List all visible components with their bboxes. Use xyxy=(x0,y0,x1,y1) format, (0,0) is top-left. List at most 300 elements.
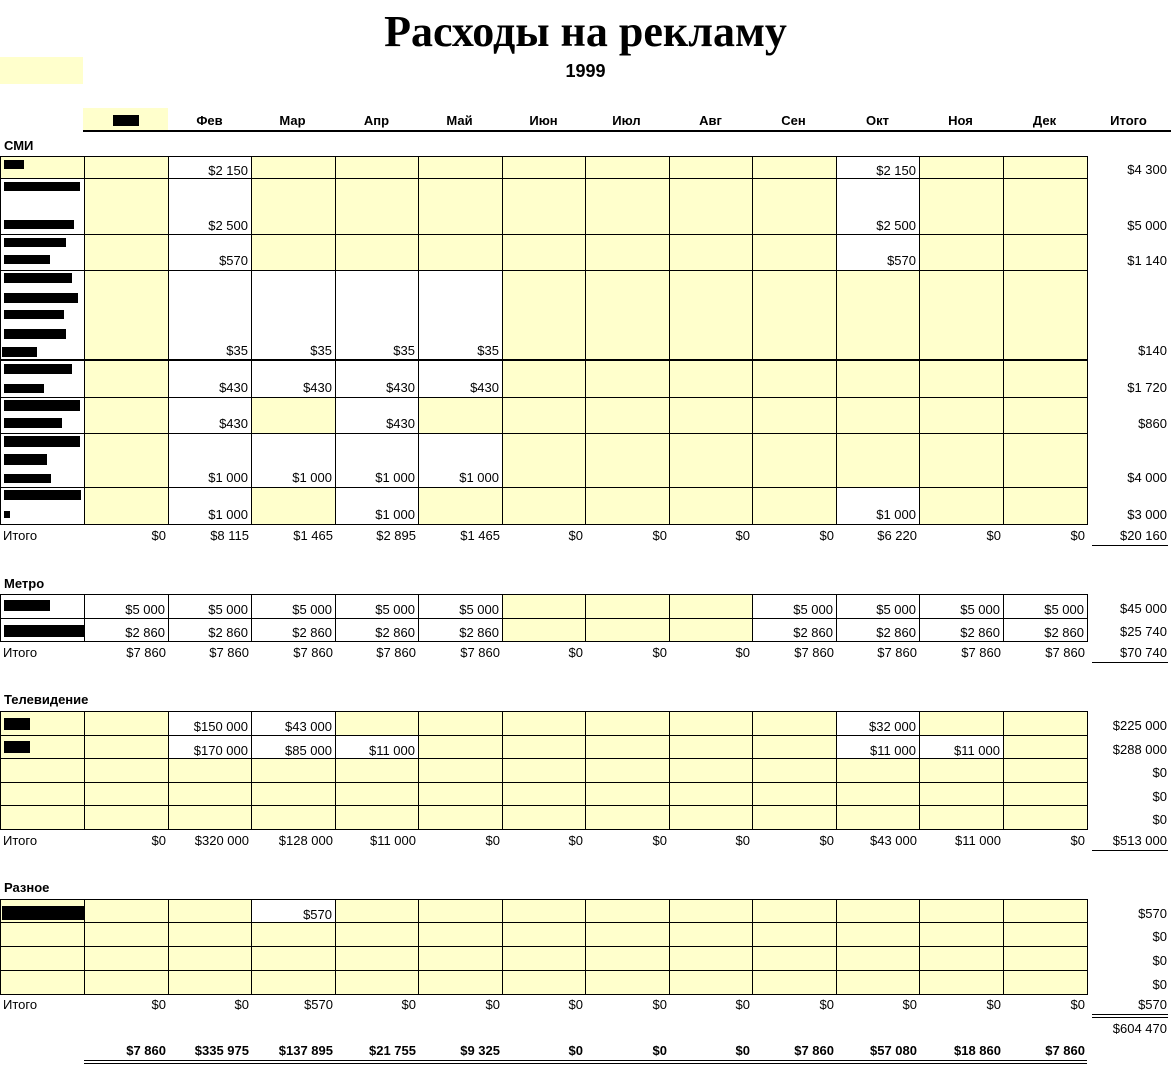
section-total-rule xyxy=(1092,850,1168,851)
redacted-label-mask xyxy=(4,741,30,753)
data-cell[interactable]: $5 000 xyxy=(919,594,1004,619)
data-cell[interactable] xyxy=(1003,735,1088,760)
data-cell[interactable] xyxy=(251,234,336,271)
data-cell[interactable] xyxy=(418,711,503,736)
data-cell[interactable] xyxy=(669,487,753,525)
data-cell[interactable]: $35 xyxy=(335,270,419,361)
data-cell[interactable] xyxy=(84,156,169,180)
data-cell[interactable]: $5 000 xyxy=(335,594,419,619)
data-cell[interactable] xyxy=(502,735,586,760)
data-cell[interactable] xyxy=(919,711,1004,736)
data-cell[interactable] xyxy=(669,711,753,736)
data-cell[interactable] xyxy=(335,711,419,736)
data-cell[interactable] xyxy=(502,397,586,434)
data-cell[interactable] xyxy=(585,805,670,830)
overall-total: $604 470 xyxy=(1112,1021,1167,1036)
data-cell[interactable] xyxy=(919,360,1004,398)
data-cell[interactable] xyxy=(418,735,503,760)
data-cell[interactable] xyxy=(418,946,503,971)
data-cell[interactable] xyxy=(251,970,336,995)
data-cell[interactable] xyxy=(1003,805,1088,830)
data-cell[interactable] xyxy=(418,234,503,271)
section-total-value: $0 xyxy=(652,645,667,660)
data-cell[interactable] xyxy=(669,270,753,361)
data-cell[interactable] xyxy=(335,946,419,971)
data-cell[interactable]: $35 xyxy=(251,270,336,361)
data-cell[interactable]: $2 860 xyxy=(418,618,503,642)
data-cell[interactable]: $2 500 xyxy=(168,178,252,236)
data-cell[interactable] xyxy=(84,433,169,488)
data-cell[interactable] xyxy=(502,805,586,830)
data-cell[interactable]: $5 000 xyxy=(84,594,169,619)
data-cell[interactable] xyxy=(84,970,169,995)
section-total-label: Итого xyxy=(3,645,38,660)
data-cell[interactable]: $5 000 xyxy=(168,594,252,619)
total-header: Итого xyxy=(1110,113,1147,128)
data-cell[interactable]: $5 000 xyxy=(418,594,503,619)
section-total-value: $0 xyxy=(819,528,834,543)
data-cell[interactable] xyxy=(335,178,419,236)
data-cell[interactable] xyxy=(669,360,753,398)
data-cell[interactable] xyxy=(418,758,503,783)
data-cell[interactable] xyxy=(919,156,1004,180)
data-cell[interactable] xyxy=(168,970,252,995)
data-cell[interactable] xyxy=(1003,711,1088,736)
data-cell[interactable] xyxy=(752,970,837,995)
data-cell[interactable] xyxy=(919,487,1004,525)
data-cell[interactable]: $430 xyxy=(335,397,419,434)
data-cell[interactable] xyxy=(251,156,336,180)
data-cell[interactable]: $2 860 xyxy=(752,618,837,642)
data-cell[interactable] xyxy=(168,922,252,947)
data-cell[interactable] xyxy=(251,487,336,525)
data-cell[interactable]: $2 860 xyxy=(335,618,419,642)
section-total-value: $6 220 xyxy=(877,528,917,543)
data-cell[interactable] xyxy=(669,899,753,924)
data-cell[interactable] xyxy=(585,711,670,736)
redacted-label-mask xyxy=(4,625,84,637)
data-cell[interactable] xyxy=(1003,178,1088,236)
data-cell[interactable] xyxy=(919,234,1004,271)
data-cell[interactable] xyxy=(669,397,753,434)
month-header-5[interactable]: Июн xyxy=(529,113,558,128)
section-total-value: $7 860 xyxy=(1045,645,1085,660)
data-cell[interactable] xyxy=(168,946,252,971)
data-cell[interactable] xyxy=(251,397,336,434)
data-cell[interactable] xyxy=(669,805,753,830)
data-cell[interactable] xyxy=(585,922,670,947)
data-cell[interactable] xyxy=(1003,782,1088,807)
data-cell[interactable] xyxy=(335,805,419,830)
data-cell[interactable]: $2 860 xyxy=(84,618,169,642)
redacted-header-mask xyxy=(113,115,139,126)
data-cell[interactable] xyxy=(585,360,670,398)
data-cell[interactable] xyxy=(752,946,837,971)
data-cell[interactable] xyxy=(84,234,169,271)
data-cell[interactable] xyxy=(84,270,169,361)
data-cell[interactable] xyxy=(502,594,586,619)
data-cell[interactable] xyxy=(84,360,169,398)
month-header-10[interactable]: Ноя xyxy=(948,113,973,128)
data-cell[interactable] xyxy=(752,397,837,434)
redacted-label-mask xyxy=(4,718,30,730)
row-label-cell[interactable] xyxy=(0,946,85,971)
section-total-value: $43 000 xyxy=(870,833,917,848)
data-cell[interactable] xyxy=(919,758,1004,783)
data-cell[interactable] xyxy=(836,970,920,995)
data-cell[interactable] xyxy=(752,735,837,760)
data-cell[interactable] xyxy=(752,758,837,783)
row-separator xyxy=(0,359,1087,361)
data-cell[interactable] xyxy=(752,156,837,180)
data-cell[interactable]: $35 xyxy=(168,270,252,361)
row-total: $25 740 xyxy=(1120,624,1167,639)
data-cell[interactable] xyxy=(418,970,503,995)
data-cell[interactable] xyxy=(251,805,336,830)
data-cell[interactable] xyxy=(418,805,503,830)
data-cell[interactable] xyxy=(168,899,252,924)
data-cell[interactable] xyxy=(251,946,336,971)
data-cell[interactable]: $5 000 xyxy=(1003,594,1088,619)
data-cell[interactable] xyxy=(752,234,837,271)
data-cell[interactable] xyxy=(752,711,837,736)
section-total-value: $11 000 xyxy=(954,833,1001,848)
data-cell[interactable] xyxy=(669,758,753,783)
section-total-value: $0 xyxy=(819,833,834,848)
data-cell[interactable] xyxy=(1003,899,1088,924)
data-cell[interactable] xyxy=(84,899,169,924)
data-cell[interactable]: $430 xyxy=(168,360,252,398)
data-cell[interactable] xyxy=(669,970,753,995)
data-cell[interactable] xyxy=(502,360,586,398)
month-header-2[interactable]: Мар xyxy=(279,113,306,128)
data-cell[interactable] xyxy=(669,433,753,488)
data-cell[interactable] xyxy=(335,234,419,271)
section-total-value: $7 860 xyxy=(877,645,917,660)
section-total-value: $0 xyxy=(735,997,750,1012)
data-cell[interactable] xyxy=(1003,487,1088,525)
data-cell[interactable]: $5 000 xyxy=(752,594,837,619)
data-cell[interactable] xyxy=(669,594,753,619)
data-cell[interactable] xyxy=(502,156,586,180)
data-cell[interactable] xyxy=(502,758,586,783)
data-cell[interactable] xyxy=(502,618,586,642)
section-total-rule xyxy=(1092,662,1168,663)
redacted-label-mask xyxy=(2,906,84,920)
month-header-4[interactable]: Май xyxy=(446,113,473,128)
data-cell[interactable] xyxy=(919,970,1004,995)
section-total-value: $2 895 xyxy=(376,528,416,543)
data-cell[interactable] xyxy=(752,922,837,947)
data-cell[interactable] xyxy=(919,433,1004,488)
data-cell[interactable] xyxy=(585,970,670,995)
row-label-cell[interactable] xyxy=(0,805,85,830)
data-cell[interactable]: $1 000 xyxy=(836,487,920,525)
data-cell[interactable]: $1 000 xyxy=(335,487,419,525)
month-header-6[interactable]: Июл xyxy=(612,113,641,128)
data-cell[interactable] xyxy=(919,270,1004,361)
redacted-label-mask xyxy=(4,600,50,611)
data-cell[interactable] xyxy=(919,922,1004,947)
data-cell[interactable] xyxy=(585,899,670,924)
redacted-label-mask xyxy=(4,400,80,411)
data-cell[interactable] xyxy=(919,946,1004,971)
data-cell[interactable]: $43 000 xyxy=(251,711,336,736)
data-cell[interactable] xyxy=(919,805,1004,830)
data-cell[interactable] xyxy=(418,397,503,434)
data-cell[interactable] xyxy=(919,782,1004,807)
data-cell[interactable]: $11 000 xyxy=(919,735,1004,760)
data-cell[interactable] xyxy=(836,433,920,488)
data-cell[interactable] xyxy=(502,782,586,807)
data-cell[interactable]: $1 000 xyxy=(335,433,419,488)
month-header-1[interactable]: Фев xyxy=(196,113,223,128)
data-cell[interactable] xyxy=(502,899,586,924)
data-cell[interactable]: $11 000 xyxy=(335,735,419,760)
data-cell[interactable] xyxy=(335,922,419,947)
section-total-value: $0 xyxy=(568,528,583,543)
data-cell[interactable]: $1 000 xyxy=(168,487,252,525)
row-label-cell[interactable] xyxy=(0,922,85,947)
row-label-cell[interactable] xyxy=(0,970,85,995)
data-cell[interactable] xyxy=(752,899,837,924)
data-cell[interactable] xyxy=(84,735,169,760)
data-cell[interactable] xyxy=(251,922,336,947)
data-cell[interactable]: $430 xyxy=(418,360,503,398)
data-cell[interactable] xyxy=(251,178,336,236)
data-cell[interactable] xyxy=(1003,433,1088,488)
data-cell[interactable] xyxy=(752,433,837,488)
data-cell[interactable] xyxy=(669,234,753,271)
data-cell[interactable] xyxy=(502,234,586,271)
section-total-value: $0 xyxy=(151,997,166,1012)
data-cell[interactable]: $32 000 xyxy=(836,711,920,736)
data-cell[interactable] xyxy=(1003,970,1088,995)
section-total-value: $0 xyxy=(986,997,1001,1012)
row-label-cell[interactable] xyxy=(0,782,85,807)
data-cell[interactable] xyxy=(1003,270,1088,361)
data-cell[interactable] xyxy=(836,270,920,361)
redacted-label-mask xyxy=(4,454,47,465)
row-total: $860 xyxy=(1138,416,1167,431)
data-cell[interactable] xyxy=(418,178,503,236)
data-cell[interactable] xyxy=(1003,397,1088,434)
section-heading-0: СМИ xyxy=(4,138,34,153)
data-cell[interactable] xyxy=(836,782,920,807)
data-cell[interactable] xyxy=(585,594,670,619)
data-cell[interactable] xyxy=(836,899,920,924)
data-cell[interactable] xyxy=(585,782,670,807)
data-cell[interactable] xyxy=(84,946,169,971)
data-cell[interactable] xyxy=(502,270,586,361)
data-cell[interactable] xyxy=(84,178,169,236)
data-cell[interactable]: $2 150 xyxy=(168,156,252,180)
data-cell[interactable] xyxy=(84,397,169,434)
redacted-label-mask xyxy=(4,511,10,518)
row-label-cell[interactable] xyxy=(0,758,85,783)
data-cell[interactable]: $170 000 xyxy=(168,735,252,760)
data-cell[interactable]: $150 000 xyxy=(168,711,252,736)
data-cell[interactable]: $2 860 xyxy=(251,618,336,642)
data-cell[interactable] xyxy=(836,922,920,947)
data-cell[interactable]: $430 xyxy=(251,360,336,398)
data-cell[interactable] xyxy=(84,758,169,783)
data-cell[interactable]: $570 xyxy=(168,234,252,271)
data-cell[interactable] xyxy=(919,178,1004,236)
data-cell[interactable]: $85 000 xyxy=(251,735,336,760)
data-cell[interactable] xyxy=(84,922,169,947)
data-cell[interactable] xyxy=(752,805,837,830)
data-cell[interactable] xyxy=(585,156,670,180)
month-header-9[interactable]: Окт xyxy=(866,113,889,128)
month-header-8[interactable]: Сен xyxy=(781,113,806,128)
monthly-total: $18 860 xyxy=(954,1043,1001,1058)
data-cell[interactable] xyxy=(168,805,252,830)
data-cell[interactable] xyxy=(669,735,753,760)
monthly-total: $57 080 xyxy=(870,1043,917,1058)
data-cell[interactable] xyxy=(251,758,336,783)
data-cell[interactable] xyxy=(669,178,753,236)
data-cell[interactable] xyxy=(418,156,503,180)
data-cell[interactable] xyxy=(585,487,670,525)
data-cell[interactable] xyxy=(836,397,920,434)
data-cell[interactable] xyxy=(585,618,670,642)
data-cell[interactable] xyxy=(1003,234,1088,271)
data-cell[interactable] xyxy=(502,433,586,488)
redacted-label-mask xyxy=(4,293,78,303)
data-cell[interactable] xyxy=(836,805,920,830)
section-total-value: $570 xyxy=(304,997,333,1012)
data-cell[interactable] xyxy=(919,397,1004,434)
data-cell[interactable] xyxy=(1003,922,1088,947)
data-cell[interactable] xyxy=(752,360,837,398)
data-cell[interactable] xyxy=(669,156,753,180)
data-cell[interactable] xyxy=(335,970,419,995)
data-cell[interactable] xyxy=(585,735,670,760)
data-cell[interactable] xyxy=(502,487,586,525)
header-rule xyxy=(83,130,1171,132)
data-cell[interactable] xyxy=(585,397,670,434)
section-total-value: $0 xyxy=(902,997,917,1012)
data-cell[interactable] xyxy=(752,782,837,807)
data-cell[interactable] xyxy=(502,178,586,236)
data-cell[interactable] xyxy=(502,946,586,971)
data-cell[interactable] xyxy=(418,922,503,947)
section-total-value: $0 xyxy=(1070,833,1085,848)
data-cell[interactable] xyxy=(585,234,670,271)
data-cell[interactable]: $2 860 xyxy=(1003,618,1088,642)
data-cell[interactable] xyxy=(585,946,670,971)
month-header-3[interactable]: Апр xyxy=(363,113,390,128)
data-cell[interactable]: $2 860 xyxy=(919,618,1004,642)
data-cell[interactable] xyxy=(669,946,753,971)
row-total: $0 xyxy=(1152,953,1167,968)
data-cell[interactable] xyxy=(1003,758,1088,783)
data-cell[interactable]: $430 xyxy=(335,360,419,398)
data-cell[interactable] xyxy=(585,270,670,361)
data-cell[interactable] xyxy=(669,618,753,642)
section-heading-2: Телевидение xyxy=(4,692,89,707)
row-total: $0 xyxy=(1152,765,1167,780)
data-cell[interactable]: $2 150 xyxy=(836,156,920,180)
data-cell[interactable] xyxy=(585,433,670,488)
data-cell[interactable] xyxy=(585,758,670,783)
data-cell[interactable] xyxy=(335,156,419,180)
data-cell[interactable]: $430 xyxy=(168,397,252,434)
data-cell[interactable]: $570 xyxy=(251,899,336,924)
year-input-cell[interactable] xyxy=(0,57,83,84)
section-total-value: $0 xyxy=(568,833,583,848)
data-cell[interactable] xyxy=(585,178,670,236)
data-cell[interactable]: $2 860 xyxy=(168,618,252,642)
data-cell[interactable] xyxy=(335,782,419,807)
data-cell[interactable] xyxy=(335,899,419,924)
data-cell[interactable] xyxy=(752,270,837,361)
data-cell[interactable] xyxy=(84,782,169,807)
section-grand-total: $70 740 xyxy=(1120,645,1167,660)
data-cell[interactable]: $2 860 xyxy=(836,618,920,642)
data-cell[interactable] xyxy=(836,360,920,398)
data-cell[interactable]: $5 000 xyxy=(251,594,336,619)
data-cell[interactable] xyxy=(502,922,586,947)
data-cell[interactable]: $35 xyxy=(418,270,503,361)
section-total-value: $8 115 xyxy=(210,528,249,543)
data-cell[interactable] xyxy=(1003,360,1088,398)
data-cell[interactable] xyxy=(335,758,419,783)
data-cell[interactable]: $1 000 xyxy=(251,433,336,488)
section-total-value: $7 860 xyxy=(209,645,249,660)
redacted-label-mask xyxy=(4,436,80,447)
data-cell[interactable]: $570 xyxy=(836,234,920,271)
data-cell[interactable] xyxy=(1003,156,1088,180)
data-cell[interactable]: $11 000 xyxy=(836,735,920,760)
row-total: $0 xyxy=(1152,789,1167,804)
data-cell[interactable] xyxy=(84,805,169,830)
section-total-value: $0 xyxy=(1070,528,1085,543)
data-cell[interactable] xyxy=(1003,946,1088,971)
data-cell[interactable] xyxy=(502,970,586,995)
data-cell[interactable] xyxy=(919,899,1004,924)
data-cell[interactable] xyxy=(418,487,503,525)
monthly-total: $7 860 xyxy=(1045,1043,1085,1058)
data-cell[interactable] xyxy=(168,782,252,807)
month-header-7[interactable]: Авг xyxy=(699,113,722,128)
data-cell[interactable] xyxy=(84,487,169,525)
section-total-value: $0 xyxy=(652,997,667,1012)
row-total: $0 xyxy=(1152,929,1167,944)
data-cell[interactable]: $5 000 xyxy=(836,594,920,619)
data-cell[interactable] xyxy=(669,922,753,947)
data-cell[interactable] xyxy=(418,782,503,807)
data-cell[interactable] xyxy=(669,782,753,807)
data-cell[interactable] xyxy=(84,711,169,736)
data-cell[interactable] xyxy=(502,711,586,736)
data-cell[interactable] xyxy=(752,487,837,525)
row-total: $4 000 xyxy=(1127,470,1167,485)
data-cell[interactable] xyxy=(836,946,920,971)
data-cell[interactable] xyxy=(418,899,503,924)
data-cell[interactable]: $1 000 xyxy=(168,433,252,488)
data-cell[interactable] xyxy=(836,758,920,783)
row-total: $0 xyxy=(1152,812,1167,827)
data-cell[interactable] xyxy=(752,178,837,236)
overall-total-rule xyxy=(1092,1017,1168,1018)
data-cell[interactable] xyxy=(168,758,252,783)
data-cell[interactable]: $2 500 xyxy=(836,178,920,236)
data-cell[interactable] xyxy=(251,782,336,807)
data-cell[interactable]: $1 000 xyxy=(418,433,503,488)
month-header-11[interactable]: Дек xyxy=(1032,113,1057,128)
